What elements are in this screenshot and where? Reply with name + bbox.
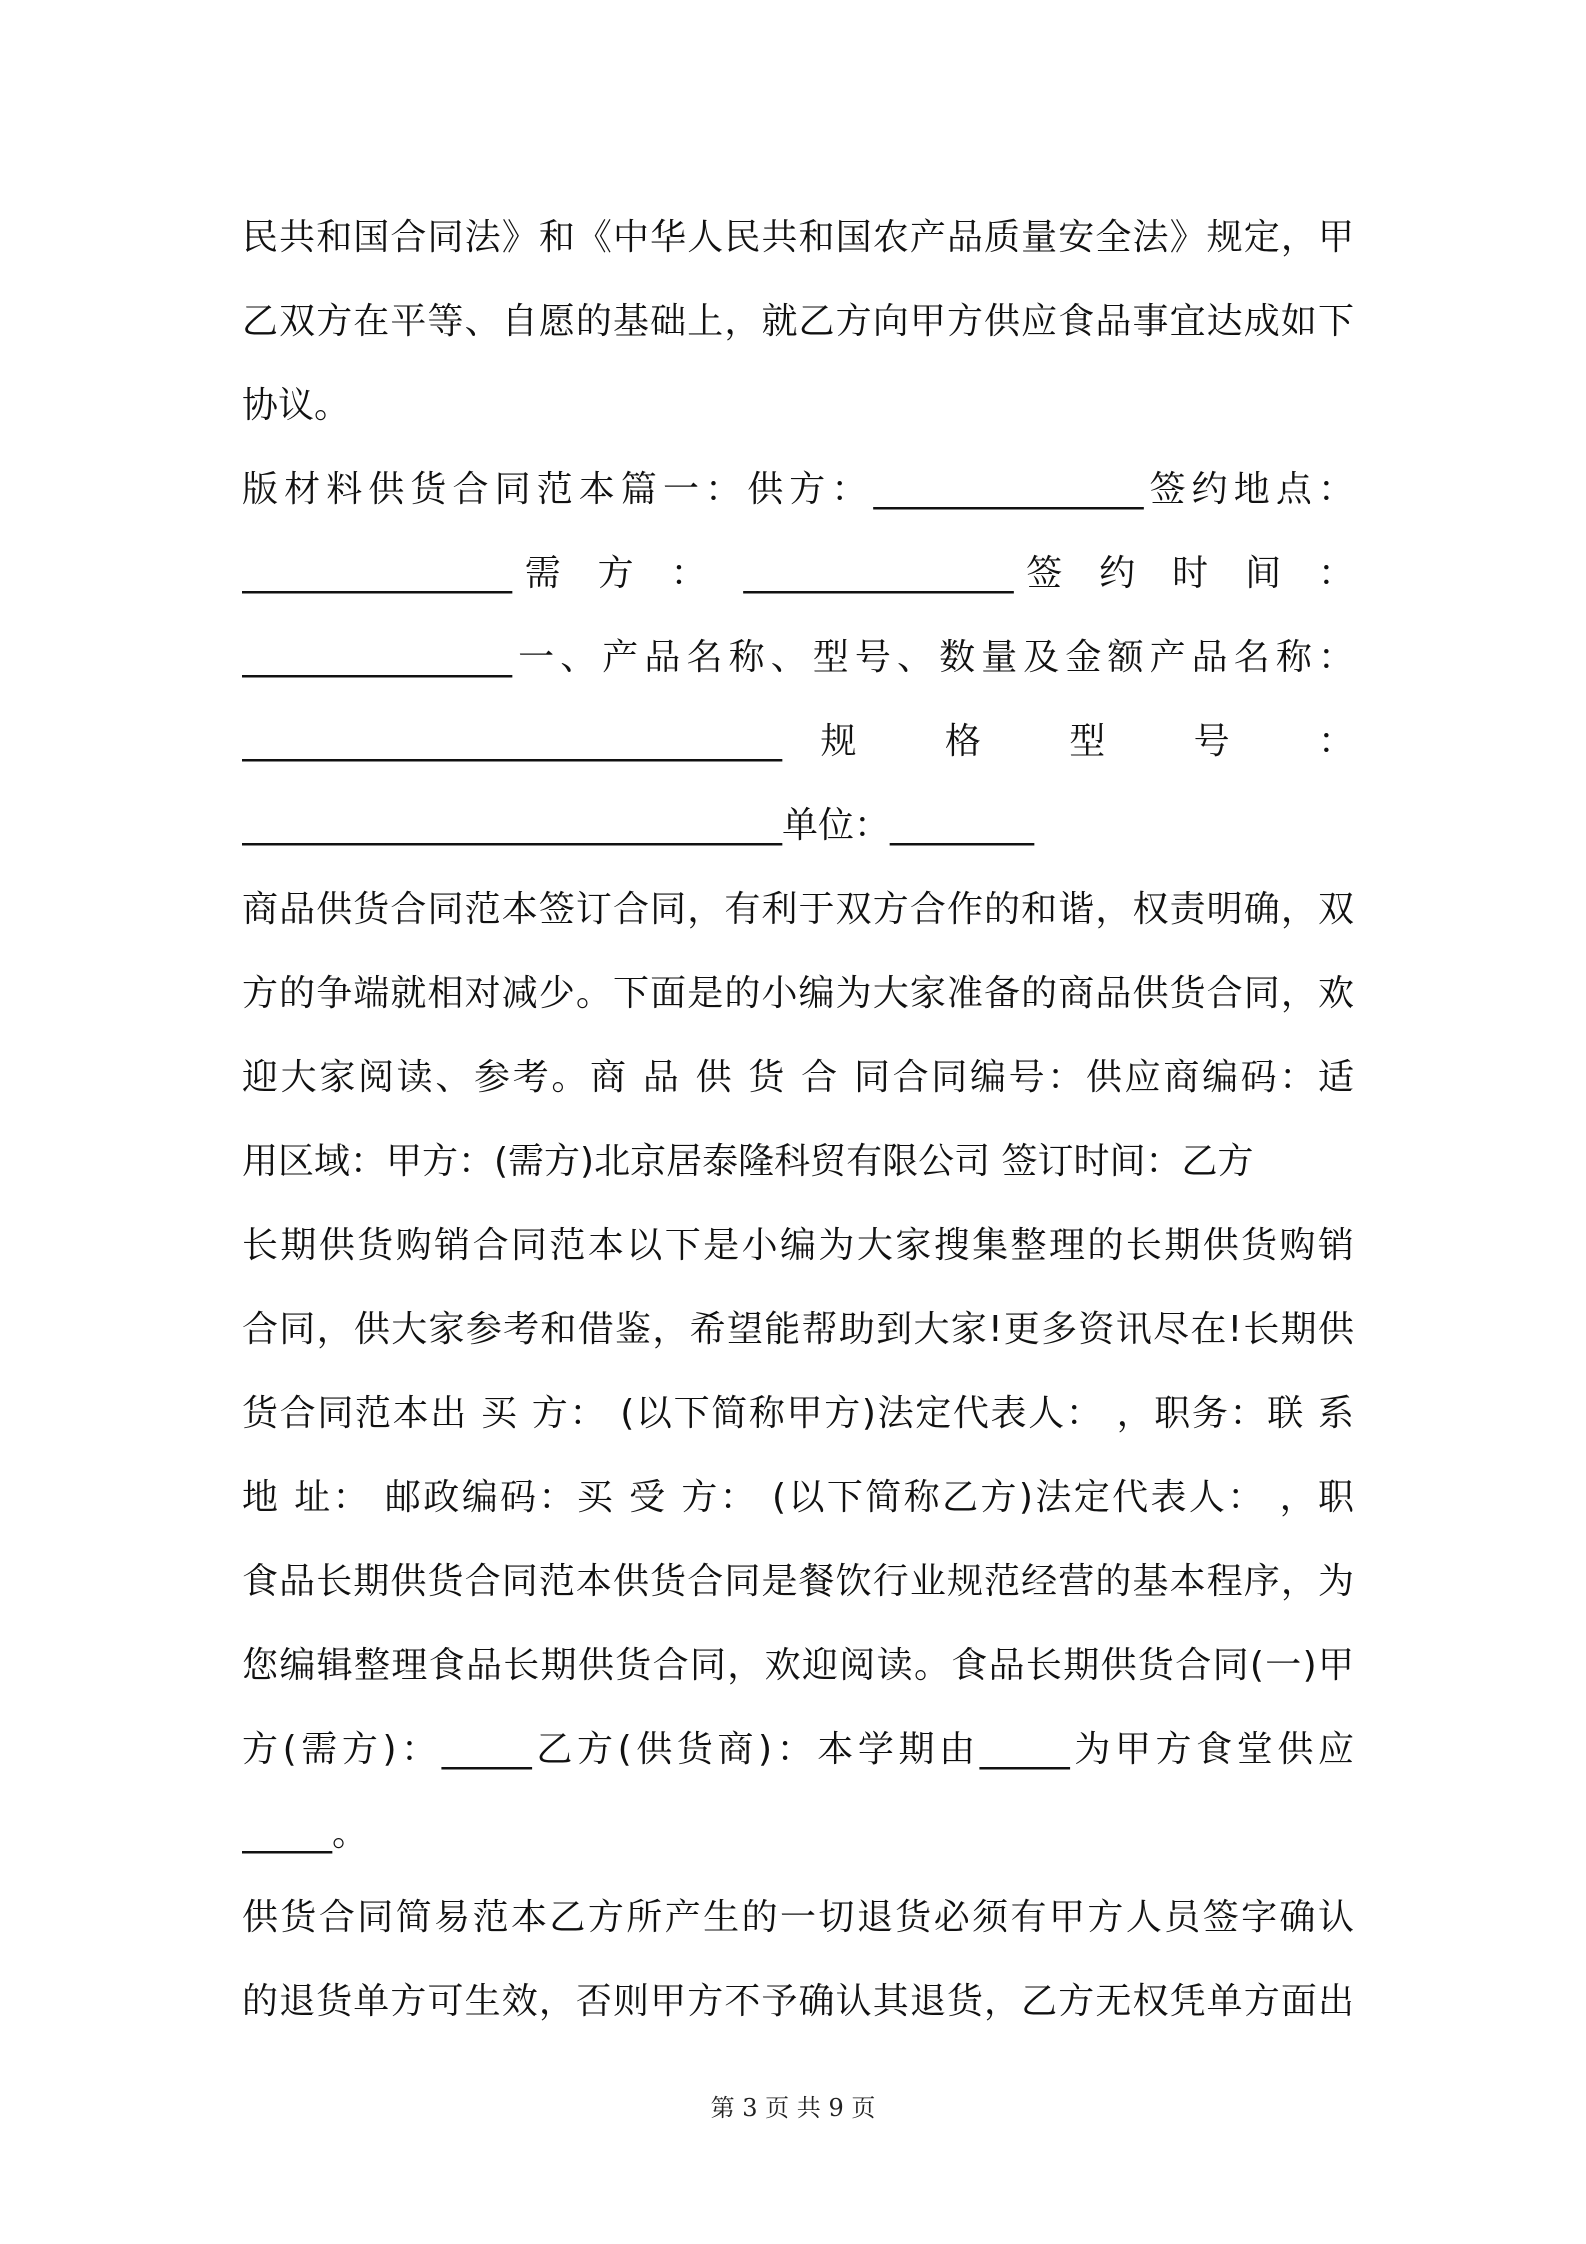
text-line: 协议。 — [242, 385, 351, 426]
text-line: 地 址： 邮政编码：买 受 方： (以下简称乙方)法定代表人： ，职 — [242, 1477, 1354, 1518]
text-line: 迎大家阅读、参考。商 品 供 货 合 同合同编号：供应商编码：适 — [242, 1057, 1354, 1098]
text-line: ______________________________单位：________ — [242, 805, 1035, 846]
text-line: 您编辑整理食品长期供货合同，欢迎阅读。食品长期供货合同(一)甲 — [242, 1645, 1354, 1686]
text-line: 用区域：甲方：(需方)北京居泰隆科贸有限公司 签订时间：乙方 — [242, 1141, 1254, 1182]
text-line: _______________一、产品名称、型号、数量及金额产品名称： — [242, 637, 1354, 678]
text-line: 方的争端就相对减少。下面是的小编为大家准备的商品供货合同，欢 — [242, 973, 1354, 1014]
page-number-footer: 第 3 页 共 9 页 — [710, 2094, 876, 2122]
text-line: ______________________________规 格 型 号 ： — [242, 721, 1354, 762]
text-line: 民共和国合同法》和《中华人民共和国农产品质量安全法》规定，甲 — [242, 217, 1354, 258]
text-line: 的退货单方可生效，否则甲方不予确认其退货，乙方无权凭单方面出 — [242, 1981, 1354, 2022]
text-line: 乙双方在平等、自愿的基础上，就乙方向甲方供应食品事宜达成如下 — [242, 301, 1354, 342]
text-line: _____。 — [242, 1813, 369, 1854]
text-line: 方(需方)：_____乙方(供货商)：本学期由_____为甲方食堂供应 — [242, 1729, 1354, 1770]
text-line: 货合同范本出 买 方： (以下简称甲方)法定代表人： ，职务：联 系 — [242, 1393, 1354, 1434]
text-line: 食品长期供货合同范本供货合同是餐饮行业规范经营的基本程序，为 — [242, 1561, 1354, 1602]
text-line: 版材料供货合同范本篇一：供方：_______________签约地点： — [242, 469, 1354, 510]
text-line: 商品供货合同范本签订合同，有利于双方合作的和谐，权责明确，双 — [242, 889, 1354, 930]
document-body — [242, 196, 1354, 2044]
text-line: 长期供货购销合同范本以下是小编为大家搜集整理的长期供货购销 — [242, 1225, 1354, 1266]
text-line: 供货合同简易范本乙方所产生的一切退货必须有甲方人员签字确认 — [242, 1897, 1354, 1938]
text-line: 合同，供大家参考和借鉴，希望能帮助到大家!更多资讯尽在!长期供 — [242, 1309, 1354, 1350]
text-line: _______________需 方 ： _______________签 约 时 间 ： — [242, 553, 1354, 594]
